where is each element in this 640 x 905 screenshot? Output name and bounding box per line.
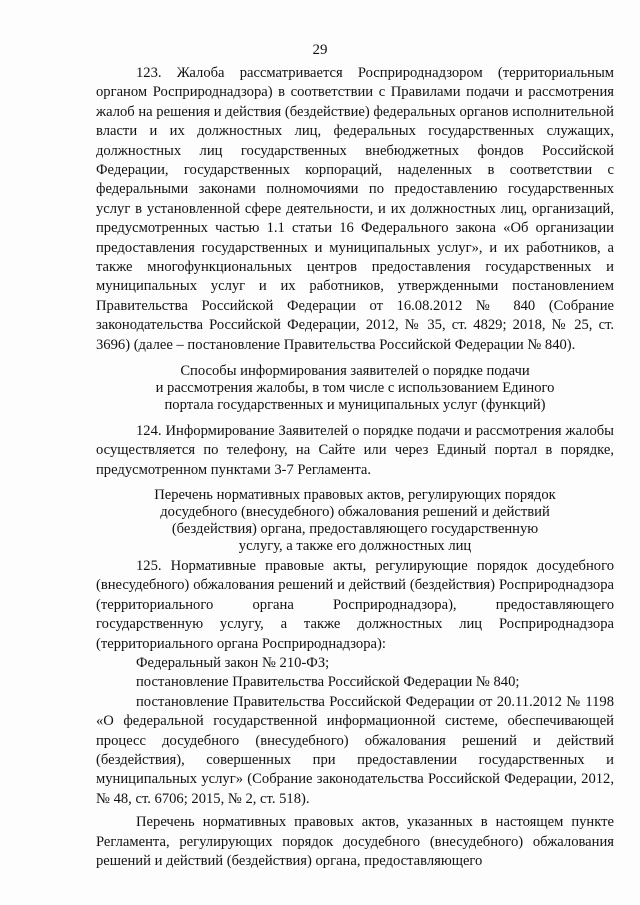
heading-line: портала государственных и муниципальных услуг (функций)	[164, 397, 546, 413]
paragraph-124: 124. Информирование Заявителей о порядке подачи и рассмотрения жалобы осуществляется по телефону, на Сайте или через Единый портал в порядке, предусмотренном пунктами 3-7 Регламента.	[96, 423, 614, 478]
paragraph-123: 123. Жалоба рассматривается Росприроднадзором (территориальным органом Росприроднадзора) в соответствии с Правилами подачи и рассмотрения жалоб на решения и действия (бездействие) федеральных органов исполнительной власти и их должностных лиц, федеральных государственных служащих, должностных лиц государственных внебюджетных фондов Российской Федерации, государственных корпораций, наделенных в соответствии с федеральными законами полномочиями по предоставлению государственных услуг в установленной сфере деятельности, и их должностных лиц, организаций, предусмотренных частью 1.1 статьи 16 Федерального закона «Об организации предоставления государственных и муниципальных услуг», и их работников, а также многофункциональных центров предоставления государственных и муниципальных услуг и их работников, утвержденными постановлением Правительства Российской Федерации от 16.08.2012 № 840 (Собрание законодательства Российской Федерации, 2012, № 35, ст. 4829; 2018, № 25, ст. 3696) (далее – постановление Правительства Российской Федерации № 840).	[96, 65, 614, 353]
page-number: 29	[312, 42, 328, 58]
heading-line: Способы информирования заявителей о порядке подачи	[180, 363, 530, 379]
heading-complaint-info-methods	[96, 363, 614, 414]
list-item-government-decree-840: постановление Правительства Российской Федерации № 840;	[136, 674, 520, 691]
list-item-government-decree-1198: постановление Правительства Российской Федерации от 20.11.2012 № 1198 «О федеральной государственной информационной системе, обеспечивающей процесс досудебного (внесудебного) обжалования решений и действий (бездействия), совершенных при предоставлении государственных и муниципальных услуг» (Собрание законодательства Российской Федерации, 2012, № 48, ст. 6706; 2015, № 2, ст. 518).	[96, 693, 614, 807]
heading-line: (бездействия) органа, предоставляющего государственную	[171, 521, 539, 537]
heading-line: досудебного (внесудебного) обжалования решений и действий	[160, 504, 550, 520]
section-paragraph-123	[96, 64, 614, 355]
heading-normative-acts-list	[96, 487, 614, 555]
heading-line: услугу, а также его должностных лиц	[238, 538, 472, 554]
section-paragraph-124	[96, 422, 614, 480]
list-item-federal-law: Федеральный закон № 210-ФЗ;	[136, 655, 330, 672]
heading-line: и рассмотрения жалобы, в том числе с использованием Единого	[155, 380, 555, 396]
section-paragraph-125	[96, 557, 614, 872]
paragraph-list-of-acts: Перечень нормативных правовых актов, указанных в настоящем пункте Регламента, регулирующих порядок досудебного (внесудебного) обжалования решений и действий (бездействия) органа, предоставляющего	[96, 814, 614, 870]
paragraph-125: 125. Нормативные правовые акты, регулирующие порядок досудебного (внесудебного) обжалования решений и действий (бездействия) Росприроднадзора (территориального органа Росприроднадзора), предоставляющего государственную услугу, а также должностных лиц Росприроднадзора (территориального органа Росприроднадзора):	[96, 558, 614, 652]
heading-line: Перечень нормативных правовых актов, регулирующих порядок	[154, 487, 556, 503]
